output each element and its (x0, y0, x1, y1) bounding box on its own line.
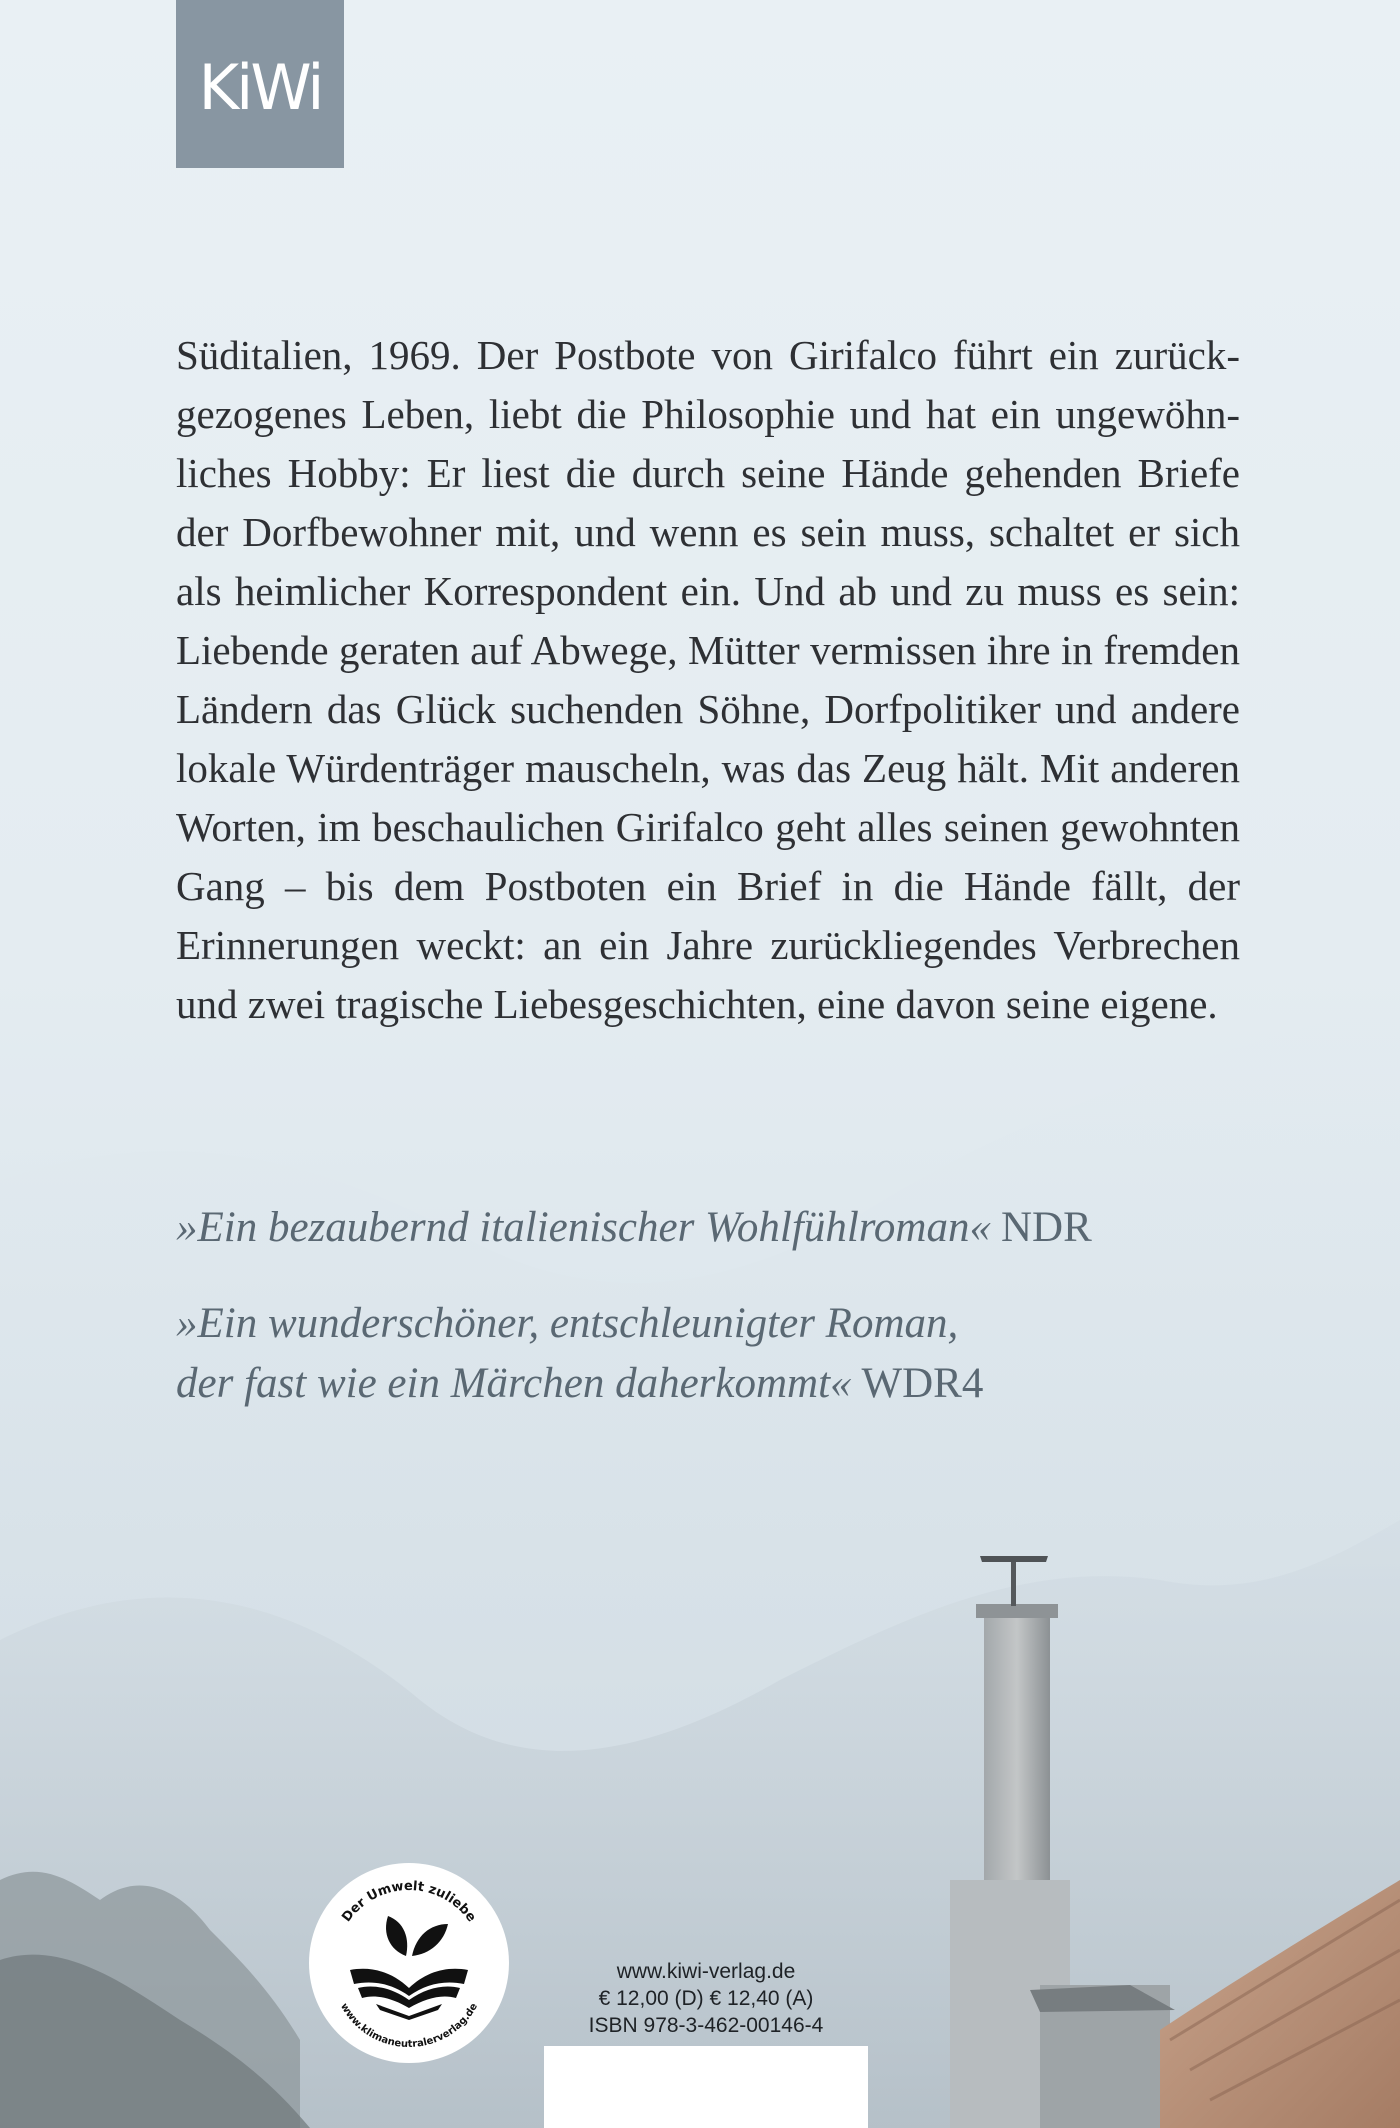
review-quote-wdr4 (176, 1294, 1276, 1414)
kiwi-publisher-logo (176, 0, 344, 168)
quote-text: »Ein bezaubernd italienischer Wohlfühlroman« (176, 1204, 991, 1251)
isbn: ISBN 978-3-462-00146-4 (588, 2014, 824, 2037)
review-quote-ndr (176, 1198, 1276, 1258)
publisher-website: www.kiwi-verlag.de (616, 1960, 796, 1983)
eco-badge-top-text: Der Umwelt zuliebe (339, 1878, 479, 1925)
eco-badge (306, 1860, 512, 2066)
eco-badge-bottom-text: www.klimaneutralerverlag.de (337, 2001, 480, 2051)
imprint-block (546, 1958, 866, 2039)
quote-text-line-2: der fast wie ein Märchen daherkommt« (176, 1360, 852, 1407)
quote-source: NDR (1000, 1204, 1092, 1251)
barcode-area (544, 2046, 868, 2128)
price-info: € 12,00 (D) € 12,40 (A) (598, 1987, 814, 2010)
blurb-paragraph: Süditalien, 1969. Der Postbote von Girifalco führt ein zurückgezogenes Leben, liebt die Philosophie und hat ein ungewöhnliches Hobby: Er liest die durch seine Hände gehenden Briefe der Dorfbewohner mit, und wenn es sein muss, schaltet er sich als heimlicher Korrespondent ein. Und ab und zu muss es sein: Liebende geraten auf Abwege, Mütter vermissen ihre in fremden Ländern das Glück suchenden Söhne, Dorfpolitiker und andere lokale Würdenträger mauscheln, was das Zeug hält. Mit anderen Worten, im beschaulichen Girifalco geht alles seinen gewohnten Gang – bis dem Postboten ein Brief in die Hände fällt, der Erinnerungen weckt: an ein Jahre zurückliegendes Verbrechen und zwei tragische Liebesgeschichten, eine davon seine eigene. (176, 332, 1240, 1027)
quote-text-line-1: »Ein wunderschöner, entschleunigter Roman, (176, 1300, 959, 1347)
book-blurb (176, 326, 1240, 1034)
logo-text: KiWi (198, 50, 322, 124)
quote-source: WDR4 (861, 1360, 984, 1407)
